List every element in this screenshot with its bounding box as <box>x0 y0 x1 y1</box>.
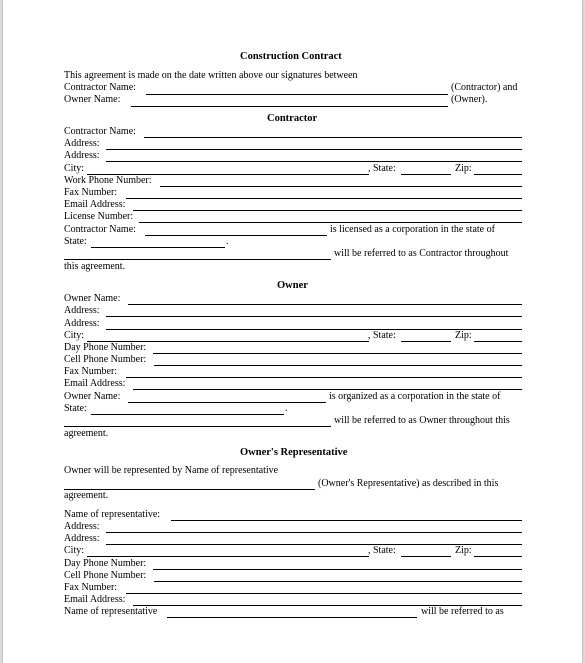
owner-day-phone-field[interactable] <box>153 353 522 354</box>
owner-corp-text: is organized as a corporation in the state of <box>329 391 501 402</box>
owner-fax-field[interactable] <box>126 377 522 378</box>
intro-contractor-name-field[interactable] <box>146 94 448 95</box>
rep-state-field[interactable] <box>401 556 451 557</box>
contractor-name-field[interactable] <box>144 137 522 138</box>
contractor-license-label: License Number: <box>64 211 134 222</box>
rep-day-phone-label: Day Phone Number: <box>64 558 147 569</box>
rep-zip-label: Zip: <box>455 545 472 556</box>
rep-day-phone-field[interactable] <box>153 569 522 570</box>
contractor-corp-state-field[interactable] <box>91 247 225 248</box>
owner-address1-label: Address: <box>64 305 100 316</box>
rep-last-name-field[interactable] <box>167 617 417 618</box>
contractor-name-label: Contractor Name: <box>64 126 136 137</box>
document-title: Construction Contract <box>240 51 342 62</box>
owner-day-phone-label: Day Phone Number: <box>64 342 147 353</box>
intro-owner-name-field[interactable] <box>131 106 448 107</box>
contractor-zip-label: Zip: <box>455 163 472 174</box>
intro-owner-label: Owner Name: <box>64 94 121 105</box>
rep-heading: Owner's Representative <box>240 447 348 458</box>
owner-email-field[interactable] <box>133 389 522 390</box>
rep-city-field[interactable] <box>87 556 369 557</box>
rep-suffix: (Owner's Representative) as described in this <box>318 478 499 489</box>
contractor-address1-label: Address: <box>64 138 100 149</box>
intro-contractor-suffix: (Contractor) and <box>451 82 518 93</box>
contractor-referred-name-field[interactable] <box>64 259 331 260</box>
owner-fax-label: Fax Number: <box>64 366 118 377</box>
owner-corp-name-label: Owner Name: <box>64 391 121 402</box>
rep-fax-field[interactable] <box>126 593 522 594</box>
owner-corp-name-field[interactable] <box>128 402 326 403</box>
rep-address1-label: Address: <box>64 521 100 532</box>
owner-zip-label: Zip: <box>455 330 472 341</box>
contractor-license-field[interactable] <box>139 222 522 223</box>
owner-agreement-text: agreement. <box>64 428 109 439</box>
rep-cell-phone-label: Cell Phone Number: <box>64 570 147 581</box>
owner-corp-state-period: . <box>285 403 288 414</box>
intro-contractor-label: Contractor Name: <box>64 82 136 93</box>
rep-name-field[interactable] <box>171 520 522 521</box>
owner-heading: Owner <box>277 280 308 291</box>
contractor-corp-text: is licensed as a corporation in the state of <box>330 224 495 235</box>
rep-name-label: Name of representative: <box>64 509 161 520</box>
contractor-address2-label: Address: <box>64 150 100 161</box>
owner-referred-name-field[interactable] <box>64 426 331 427</box>
contractor-corp-name-field[interactable] <box>145 235 327 236</box>
rep-fax-label: Fax Number: <box>64 582 118 593</box>
rep-last-text: will be referred to as <box>421 606 504 617</box>
contractor-fax-field[interactable] <box>126 198 522 199</box>
owner-name-label: Owner Name: <box>64 293 121 304</box>
contractor-heading: Contractor <box>267 113 318 124</box>
owner-cell-phone-field[interactable] <box>154 365 522 366</box>
contractor-state-field[interactable] <box>401 174 451 175</box>
rep-zip-field[interactable] <box>474 556 522 557</box>
owner-cell-phone-label: Cell Phone Number: <box>64 354 147 365</box>
owner-corp-state-label: State: <box>64 403 87 414</box>
rep-cell-phone-field[interactable] <box>154 581 522 582</box>
intro-sentence: This agreement is made on the date written above our signatures between <box>64 70 358 81</box>
owner-address1-field[interactable] <box>106 316 522 317</box>
owner-referred-text: will be referred to as Owner throughout this <box>334 415 510 426</box>
owner-corp-state-field[interactable] <box>91 414 284 415</box>
contractor-referred-text: will be referred to as Contractor throughout <box>334 248 509 259</box>
owner-name-field[interactable] <box>128 304 522 305</box>
contractor-email-label: Email Address: <box>64 199 126 210</box>
rep-address1-field[interactable] <box>106 532 522 533</box>
contractor-corp-name-label: Contractor Name: <box>64 224 136 235</box>
owner-address2-label: Address: <box>64 318 100 329</box>
contractor-work-phone-field[interactable] <box>160 186 522 187</box>
rep-agreement-text: agreement. <box>64 490 109 501</box>
contractor-zip-field[interactable] <box>474 174 522 175</box>
contractor-agreement-text: this agreement. <box>64 261 126 272</box>
rep-intro: Owner will be represented by Name of representative <box>64 465 279 476</box>
contractor-email-field[interactable] <box>133 210 522 211</box>
contractor-corp-state-label: State: <box>64 236 87 247</box>
contractor-fax-label: Fax Number: <box>64 187 118 198</box>
rep-last-name-label: Name of representative <box>64 606 158 617</box>
contractor-work-phone-label: Work Phone Number: <box>64 175 152 186</box>
contract-page <box>3 0 582 663</box>
rep-address2-label: Address: <box>64 533 100 544</box>
owner-zip-field[interactable] <box>474 341 522 342</box>
contractor-city-label: City: <box>64 163 85 174</box>
contractor-address2-field[interactable] <box>106 161 522 162</box>
intro-owner-suffix: (Owner). <box>451 94 488 105</box>
rep-city-label: City: <box>64 545 85 556</box>
rep-state-label: , State: <box>368 545 396 556</box>
owner-city-label: City: <box>64 330 85 341</box>
rep-email-label: Email Address: <box>64 594 126 605</box>
contractor-corp-state-period: . <box>226 236 229 247</box>
contractor-state-label: , State: <box>368 163 396 174</box>
owner-email-label: Email Address: <box>64 378 126 389</box>
contractor-address1-field[interactable] <box>106 149 522 150</box>
owner-state-label: , State: <box>368 330 396 341</box>
owner-state-field[interactable] <box>401 341 451 342</box>
